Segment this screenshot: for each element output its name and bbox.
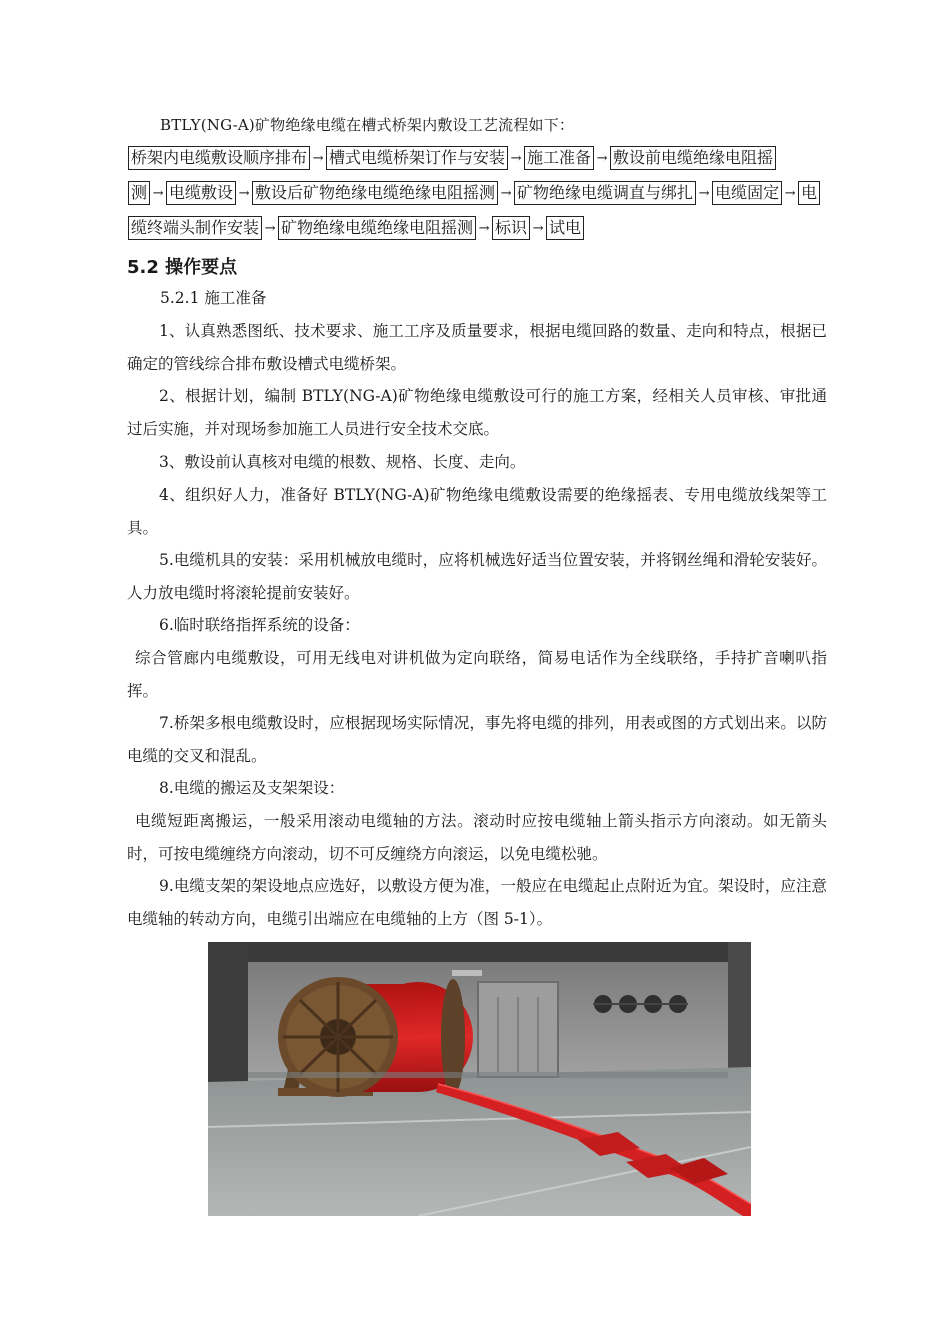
arrow-right-icon: → xyxy=(510,150,522,166)
flow-step: 施工准备 xyxy=(524,146,594,170)
arrow-right-icon: → xyxy=(238,185,250,201)
arrow-right-icon: → xyxy=(478,220,490,236)
arrow-right-icon: → xyxy=(698,185,710,201)
arrow-right-icon: → xyxy=(264,220,276,236)
flow-step: 矿物绝缘电缆调直与绑扎 xyxy=(514,181,696,205)
flow-step: 电 xyxy=(798,181,820,205)
arrow-right-icon: → xyxy=(152,185,164,201)
flow-step: 试电 xyxy=(546,216,584,240)
arrow-right-icon: → xyxy=(312,150,324,166)
subsection-heading: 5.2.1 施工准备 xyxy=(160,289,267,307)
process-flow-line-2 xyxy=(128,180,820,206)
flow-step: 矿物绝缘电缆绝缘电阻摇测 xyxy=(278,216,476,240)
paragraph-4: 4、组织好人力，准备好 BTLY(NG-A)矿物绝缘电缆敷设需要的绝缘摇表、专用电缆放线架等工具。 xyxy=(127,486,827,537)
paragraph-6: 6.临时联络指挥系统的设备： xyxy=(159,616,360,634)
paragraph-8: 8.电缆的搬运及支架架设： xyxy=(159,779,345,797)
paragraph-1: 1、认真熟悉图纸、技术要求、施工工序及质量要求，根据电缆回路的数量、走向和特点，根据已确定的管线综合排布敷设槽式电缆桥架。 xyxy=(127,322,827,373)
arrow-right-icon: → xyxy=(532,220,544,236)
paragraph-9: 9.电缆支架的架设地点应选好，以敷设方便为准，一般应在电缆起止点附近为宜。架设时，应注意电缆轴的转动方向，电缆引出端应在电缆轴的上方（图 5-1）。 xyxy=(127,877,827,928)
flow-step: 电缆敷设 xyxy=(166,181,236,205)
flow-step: 敷设后矿物绝缘电缆绝缘电阻摇测 xyxy=(252,181,498,205)
paragraph-8-detail: 电缆短距离搬运，一般采用滚动电缆轴的方法。滚动时应按电缆轴上箭头指示方向滚动。如无箭头时，可按电缆缠绕方向滚动，切不可反缠绕方向滚运，以免电缆松驰。 xyxy=(127,812,827,863)
flow-step: 敷设前电缆绝缘电阻摇 xyxy=(610,146,776,170)
paragraph-3: 3、敷设前认真核对电缆的根数、规格、长度、走向。 xyxy=(159,453,526,471)
paragraph-7: 7.桥架多根电缆敷设时，应根据现场实际情况，事先将电缆的排列，用表或图的方式划出来。以防电缆的交叉和混乱。 xyxy=(127,714,827,765)
flow-step: 测 xyxy=(128,181,150,205)
process-flow-line-3 xyxy=(128,215,584,241)
flow-step: 缆终端头制作安装 xyxy=(128,216,262,240)
flow-step: 槽式电缆桥架订作与安装 xyxy=(326,146,508,170)
paragraph-6-detail: 综合管廊内电缆敷设，可用无线电对讲机做为定向联络，简易电话作为全线联络，手持扩音喇叭指挥。 xyxy=(127,649,827,700)
paragraph-5: 5.电缆机具的安装：采用机械放电缆时，应将机械选好适当位置安装，并将钢丝绳和滑轮安装好。人力放电缆时将滚轮提前安装好。 xyxy=(127,551,827,602)
arrow-right-icon: → xyxy=(596,150,608,166)
cable-reel-photo xyxy=(208,942,751,1216)
flow-intro-text: BTLY(NG-A)矿物绝缘电缆在槽式桥架内敷设工艺流程如下： xyxy=(160,116,575,134)
section-heading: 5.2 操作要点 xyxy=(127,257,238,278)
arrow-right-icon: → xyxy=(784,185,796,201)
paragraph-2: 2、根据计划，编制 BTLY(NG-A)矿物绝缘电缆敷设可行的施工方案，经相关人员审核、审批通过后实施，并对现场参加施工人员进行安全技术交底。 xyxy=(127,387,827,438)
arrow-right-icon: → xyxy=(500,185,512,201)
flow-step: 桥架内电缆敷设顺序排布 xyxy=(128,146,310,170)
process-flow-line-1 xyxy=(128,145,776,171)
flow-step: 电缆固定 xyxy=(712,181,782,205)
flow-step: 标识 xyxy=(492,216,530,240)
